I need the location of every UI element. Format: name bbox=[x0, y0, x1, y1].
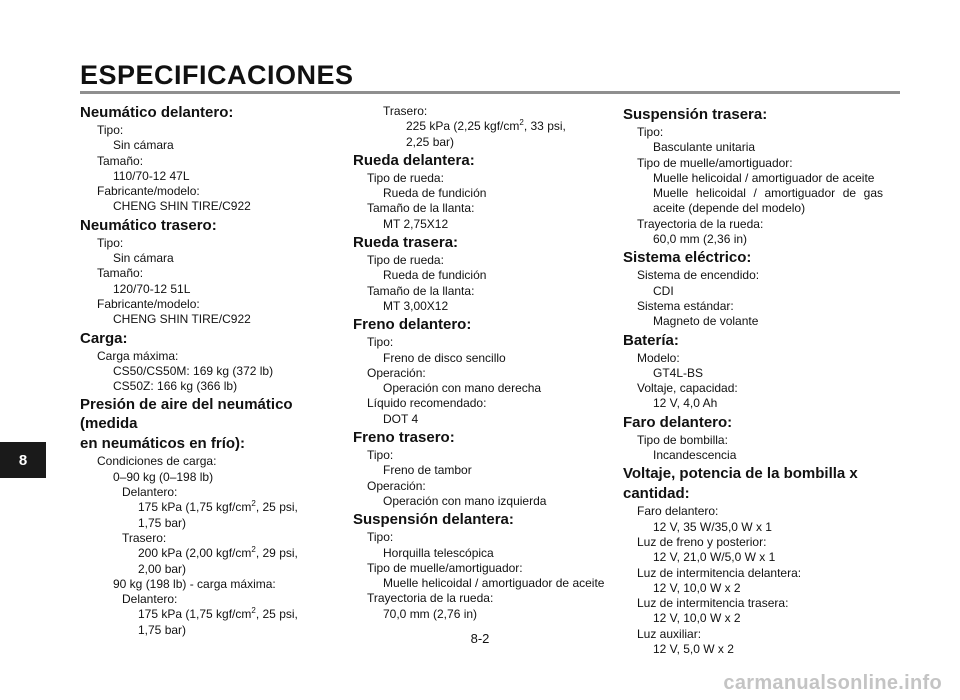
spec-value: Rueda de fundición bbox=[383, 186, 487, 201]
section-heading-front-brake: Freno delantero: bbox=[353, 316, 472, 334]
spec-value: 175 kPa (1,75 kgf/$cm^2$, 25 psi, bbox=[138, 606, 298, 622]
spec-value: Operación con mano derecha bbox=[383, 381, 542, 396]
spec-value: Basculante unitaria bbox=[653, 140, 756, 155]
spec-value: CS50Z: 166 kg (366 lb) bbox=[113, 379, 238, 394]
spec-value: 12 V, 21,0 W/5,0 W x 1 bbox=[653, 550, 776, 565]
section-heading-front-suspension: Suspensión delantera: bbox=[353, 511, 514, 529]
spec-label: Luz de intermitencia trasera: bbox=[637, 596, 789, 611]
spec-label: Condiciones de carga: bbox=[97, 454, 217, 469]
spec-value: MT 3,00X12 bbox=[383, 298, 449, 313]
spec-label: Tamaño: bbox=[97, 153, 144, 168]
section-heading-rear-tire: Neumático trasero: bbox=[80, 216, 217, 234]
watermark: carmanualsonline.info bbox=[723, 672, 942, 694]
spec-value: 12 V, 5,0 W x 2 bbox=[653, 642, 734, 657]
spec-value: 110/70-12 47L bbox=[113, 168, 190, 183]
spec-label: Sistema estándar: bbox=[637, 298, 734, 313]
spec-value: Rueda de fundición bbox=[383, 268, 487, 283]
section-heading-pressure: Presión de aire del neumático (medida bbox=[80, 396, 293, 433]
spec-value: CHENG SHIN TIRE/C922 bbox=[113, 199, 251, 214]
spec-label: Tamaño de la llanta: bbox=[367, 283, 475, 298]
spec-label: Modelo: bbox=[637, 350, 680, 365]
section-heading-front-tire: Neumático delantero: bbox=[80, 104, 234, 121]
spec-value: 225 kPa (2,25 kgf/$cm^2$, 33 psi, bbox=[406, 118, 566, 134]
spec-value: 0–90 kg (0–198 lb) bbox=[113, 469, 214, 484]
spec-label: Operación: bbox=[367, 478, 426, 493]
section-heading-front-wheel: Rueda delantera: bbox=[353, 151, 475, 169]
spec-label: Líquido recomendado: bbox=[367, 396, 487, 411]
spec-value: 2,00 bar) bbox=[138, 561, 187, 576]
spec-label: Tipo de rueda: bbox=[367, 170, 444, 185]
spec-value: 1,75 bar) bbox=[138, 622, 187, 637]
spec-label: Delantero: bbox=[122, 592, 178, 607]
spec-value: Freno de disco sencillo bbox=[383, 350, 506, 365]
spec-label: Tamaño: bbox=[97, 266, 144, 281]
section-heading-rear-brake: Freno trasero: bbox=[353, 429, 455, 447]
spec-value: Muelle helicoidal / amortiguador de aceite bbox=[383, 576, 605, 591]
section-heading-load: Carga: bbox=[80, 329, 128, 347]
page-title: ESPECIFICACIONES bbox=[80, 60, 354, 90]
spec-label: Tipo: bbox=[637, 125, 664, 139]
spec-value: Operación con mano izquierda bbox=[383, 493, 547, 508]
spec-label: Delantero: bbox=[122, 485, 178, 500]
spec-value: 12 V, 10,0 W x 2 bbox=[653, 580, 741, 595]
section-heading-headlight: Faro delantero: bbox=[623, 413, 733, 431]
spec-label: Luz de freno y posterior: bbox=[637, 534, 767, 549]
spec-label: Fabricante/modelo: bbox=[97, 184, 200, 199]
spec-value: Muelle helicoidal / amortiguador de gas aceite (depende del modelo) bbox=[653, 186, 883, 216]
spec-value: 12 V, 4,0 Ah bbox=[653, 396, 718, 411]
section-heading-battery: Batería: bbox=[623, 331, 679, 349]
spec-value: DOT 4 bbox=[383, 411, 419, 426]
section-heading-pressure-cont: en neumáticos en frío): bbox=[80, 435, 246, 453]
spec-value: 90 kg (198 lb) - carga máxima: bbox=[113, 576, 276, 591]
spec-label: Luz auxiliar: bbox=[637, 626, 702, 641]
spec-value: Muelle helicoidal / amortiguador de aceite bbox=[653, 170, 875, 185]
spec-label: Tipo de muelle/amortiguador: bbox=[637, 155, 793, 170]
page-number: 8-2 bbox=[470, 631, 490, 646]
column-2 bbox=[353, 104, 603, 622]
spec-value: 2,25 bar) bbox=[406, 134, 455, 149]
section-heading-electrical: Sistema eléctrico: bbox=[623, 249, 752, 267]
spec-value: Magneto de volante bbox=[653, 314, 759, 329]
section-heading-rear-suspension: Suspensión trasera: bbox=[623, 106, 768, 123]
spec-value: MT 2,75X12 bbox=[383, 216, 449, 231]
section-heading-bulbs-cont: cantidad: bbox=[623, 485, 690, 503]
spec-label: Trayectoria de la rueda: bbox=[637, 216, 764, 231]
spec-label: Tamaño de la llanta: bbox=[367, 201, 475, 216]
spec-value: 120/70-12 51L bbox=[113, 281, 191, 296]
spec-value: Freno de tambor bbox=[383, 463, 472, 478]
title-rule bbox=[80, 91, 900, 94]
spec-label: Carga máxima: bbox=[97, 348, 179, 363]
spec-value: Sin cámara bbox=[113, 251, 174, 266]
chapter-tab: 8 bbox=[0, 442, 46, 478]
spec-value: Sin cámara bbox=[113, 138, 174, 153]
spec-label: Tipo: bbox=[97, 235, 124, 250]
spec-label: Voltaje, capacidad: bbox=[637, 381, 738, 396]
spec-value: Horquilla telescópica bbox=[383, 545, 494, 560]
spec-value: 12 V, 35 W/35,0 W x 1 bbox=[653, 519, 772, 534]
spec-label: Tipo de rueda: bbox=[367, 253, 444, 268]
spec-label: Trasero: bbox=[122, 530, 167, 545]
spec-value: GT4L-BS bbox=[653, 365, 704, 380]
spec-label: Tipo de muelle/amortiguador: bbox=[367, 560, 523, 575]
spec-value: 175 kPa (1,75 kgf/$cm^2$, 25 psi, bbox=[138, 499, 298, 515]
spec-value: CHENG SHIN TIRE/C922 bbox=[113, 312, 251, 327]
section-heading-rear-wheel: Rueda trasera: bbox=[353, 234, 459, 252]
spec-label: Fabricante/modelo: bbox=[97, 296, 200, 311]
spec-value: 1,75 bar) bbox=[138, 515, 187, 530]
spec-label: Trayectoria de la rueda: bbox=[367, 591, 494, 606]
spec-label: Luz de intermitencia delantera: bbox=[637, 565, 802, 580]
spec-value: CS50/CS50M: 169 kg (372 lb) bbox=[113, 363, 274, 378]
spec-value: 12 V, 10,0 W x 2 bbox=[653, 611, 741, 626]
spec-value: 60,0 mm (2,36 in) bbox=[653, 232, 748, 247]
spec-label: Operación: bbox=[367, 365, 426, 380]
spec-value: 200 kPa (2,00 kgf/$cm^2$, 29 psi, bbox=[138, 545, 298, 561]
spec-label: Tipo: bbox=[367, 335, 394, 350]
spec-label: Sistema de encendido: bbox=[637, 268, 760, 283]
spec-label: Tipo de bombilla: bbox=[637, 432, 728, 447]
spec-label: Tipo: bbox=[97, 123, 124, 137]
spec-label: Trasero: bbox=[383, 104, 428, 118]
spec-label: Faro delantero: bbox=[637, 504, 719, 519]
spec-value: Incandescencia bbox=[653, 448, 737, 463]
spec-value: 70,0 mm (2,76 in) bbox=[383, 606, 478, 621]
column-1 bbox=[80, 102, 330, 638]
spec-value: CDI bbox=[653, 283, 674, 298]
spec-label: Tipo: bbox=[367, 448, 394, 463]
section-heading-bulbs: Voltaje, potencia de la bombilla x bbox=[623, 465, 858, 483]
column-3 bbox=[623, 104, 883, 657]
spec-label: Tipo: bbox=[367, 530, 394, 545]
